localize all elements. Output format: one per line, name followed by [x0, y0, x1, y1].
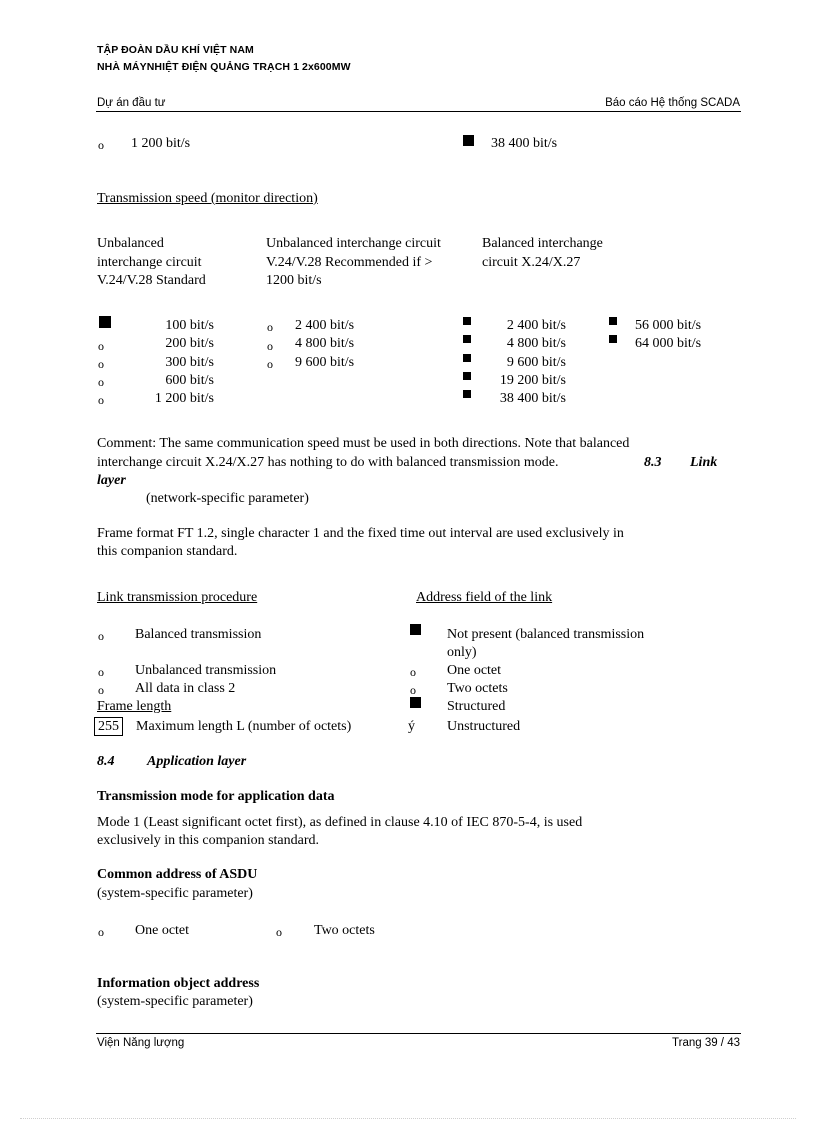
frame-format-line: Frame format FT 1.2, single character 1 and the fixed time out interval are used exclusively in — [97, 526, 624, 541]
circle-bullet: o — [98, 683, 104, 697]
option-label: Unbalanced transmission — [135, 663, 277, 678]
frame-format-line: this companion standard. — [97, 544, 238, 559]
col1-line: interchange circuit — [97, 255, 202, 270]
option-label: Balanced transmission — [135, 627, 262, 642]
subsection-title: Information object address — [97, 976, 260, 991]
filled-square-bullet — [463, 390, 471, 398]
speed-monitor-title: Transmission speed (monitor direction) — [97, 191, 318, 206]
filled-square-bullet — [463, 354, 471, 362]
speed-item: 4 800 bit/s — [295, 336, 355, 351]
circle-bullet: o — [267, 320, 273, 334]
option-label: One octet — [447, 663, 502, 678]
parameter-note: (system-specific parameter) — [97, 994, 253, 1009]
col1-line: Unbalanced — [97, 236, 164, 251]
section-number: 8.3 — [644, 455, 662, 470]
speed-item: 600 bit/s — [165, 373, 214, 388]
circle-bullet: o — [410, 683, 416, 697]
speed-item: 38 400 bit/s — [499, 391, 566, 406]
check-mark-icon: ý — [408, 719, 415, 734]
page-edge-divider — [20, 1118, 796, 1119]
section-title: layer — [97, 473, 126, 488]
speed-item: 2 400 bit/s — [506, 318, 566, 333]
header-report: Báo cáo Hệ thống SCADA — [605, 97, 740, 109]
circle-bullet: o — [267, 357, 273, 371]
circle-bullet: o — [98, 138, 104, 152]
address-field-title: Address field of the link — [416, 590, 553, 605]
option-label: Structured — [447, 699, 506, 714]
filled-square-bullet — [463, 335, 471, 343]
max-length-value: 255 — [94, 717, 123, 736]
speed-item: 38 400 bit/s — [491, 136, 558, 151]
header-company: TẬP ĐOÀN DẦU KHÍ VIỆT NAM — [97, 44, 254, 56]
footer-org: Viện Năng lượng — [97, 1037, 185, 1049]
option-label: Two octets — [447, 681, 508, 696]
section-title: Link — [690, 455, 718, 470]
circle-bullet: o — [98, 629, 104, 643]
option-label: only) — [447, 645, 477, 660]
speed-item: 1 200 bit/s — [131, 136, 191, 151]
footer-rule — [96, 1033, 741, 1034]
circle-bullet: o — [267, 339, 273, 353]
link-procedure-title: Link transmission procedure — [97, 590, 258, 605]
speed-item: 9 600 bit/s — [506, 355, 566, 370]
filled-square-bullet — [609, 317, 617, 325]
header-plant: NHÀ MÁYNHIỆT ĐIỆN QUẢNG TRẠCH 1 2x600MW — [97, 61, 351, 73]
speed-item: 100 bit/s — [165, 318, 214, 333]
circle-bullet: o — [98, 339, 104, 353]
speed-item: 56 000 bit/s — [635, 318, 702, 333]
page-number: Trang 39 / 43 — [672, 1037, 740, 1049]
filled-square-bullet — [609, 335, 617, 343]
mode-line: exclusively in this companion standard. — [97, 833, 320, 848]
option-label: Not present (balanced transmission — [447, 627, 645, 642]
circle-bullet: o — [98, 375, 104, 389]
section-title: Application layer — [147, 754, 247, 769]
max-length-label: Maximum length L (number of octets) — [136, 719, 352, 734]
header-project: Dự án đầu tư — [97, 97, 166, 109]
speed-item: 19 200 bit/s — [499, 373, 566, 388]
circle-bullet: o — [276, 925, 282, 939]
speed-item: 200 bit/s — [165, 336, 214, 351]
parameter-note: (system-specific parameter) — [97, 886, 253, 901]
circle-bullet: o — [98, 925, 104, 939]
filled-square-bullet — [463, 317, 471, 325]
mode-line: Mode 1 (Least significant octet first), as defined in clause 4.10 of IEC 870-5-4, is used — [97, 815, 583, 830]
subsection-title: Common address of ASDU — [97, 867, 258, 882]
speed-item: 1 200 bit/s — [154, 391, 214, 406]
speed-item: 64 000 bit/s — [635, 336, 702, 351]
col1-line: V.24/V.28 Standard — [97, 273, 206, 288]
filled-square-bullet — [410, 624, 421, 635]
filled-square-bullet — [99, 316, 111, 328]
subsection-title: Transmission mode for application data — [97, 789, 335, 804]
option-label: One octet — [135, 923, 190, 938]
speed-item: 300 bit/s — [165, 355, 214, 370]
speed-item: 9 600 bit/s — [295, 355, 355, 370]
filled-square-bullet — [463, 135, 474, 146]
option-label: Unstructured — [447, 719, 521, 734]
col3-line: circuit X.24/X.27 — [482, 255, 581, 270]
col2-line: V.24/V.28 Recommended if > — [266, 255, 433, 270]
col3-line: Balanced interchange — [482, 236, 603, 251]
circle-bullet: o — [98, 393, 104, 407]
header-rule — [96, 111, 741, 112]
comment-line: Comment: The same communication speed must be used in both directions. Note that balanced — [97, 436, 630, 451]
option-label: Two octets — [314, 923, 375, 938]
col2-line: 1200 bit/s — [266, 273, 322, 288]
comment-line: interchange circuit X.24/X.27 has nothing to do with balanced transmission mode. — [97, 455, 559, 470]
speed-item: 2 400 bit/s — [295, 318, 355, 333]
circle-bullet: o — [410, 665, 416, 679]
parameter-note: (network-specific parameter) — [146, 491, 309, 506]
col2-line: Unbalanced interchange circuit — [266, 236, 441, 251]
filled-square-bullet — [463, 372, 471, 380]
section-number: 8.4 — [97, 754, 115, 769]
frame-length-title: Frame length — [97, 699, 172, 714]
filled-square-bullet — [410, 697, 421, 708]
circle-bullet: o — [98, 665, 104, 679]
circle-bullet: o — [98, 357, 104, 371]
option-label: All data in class 2 — [135, 681, 236, 696]
speed-item: 4 800 bit/s — [506, 336, 566, 351]
